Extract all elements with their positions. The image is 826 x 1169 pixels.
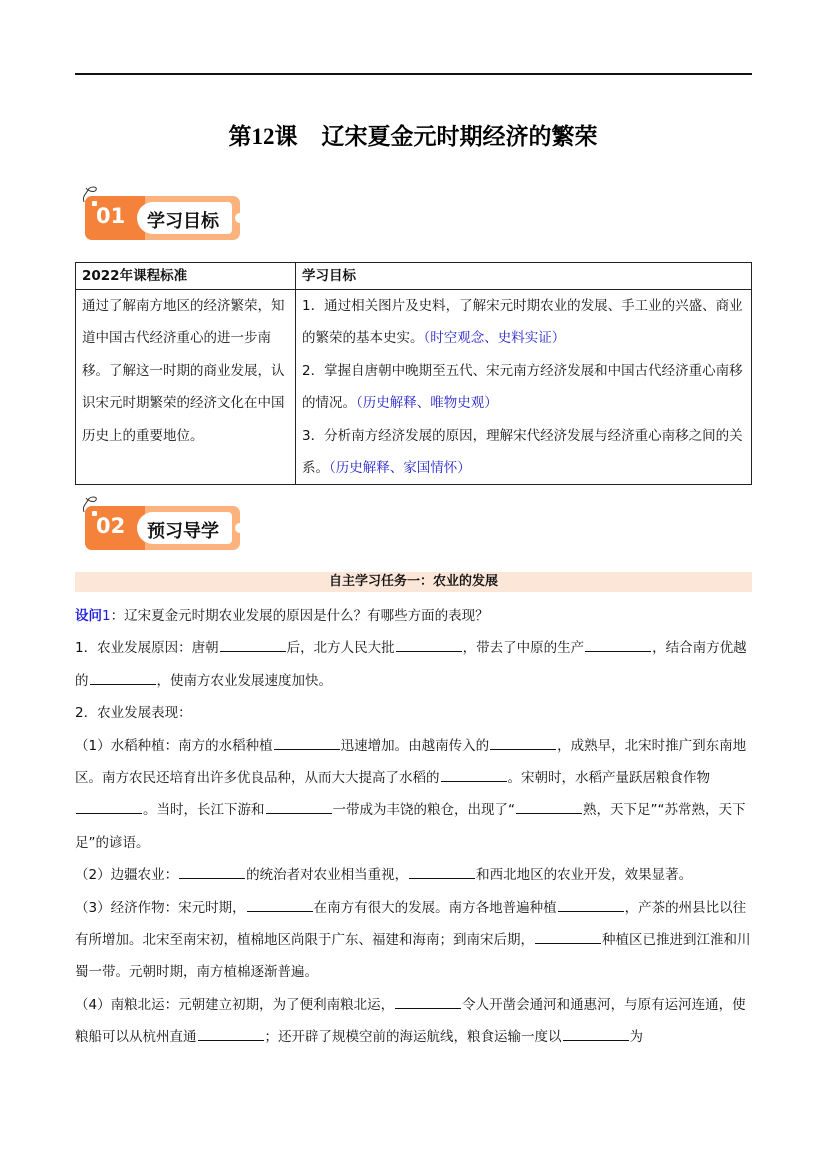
lesson-title: 辽宋夏金元时期经济的繁荣 [321,124,598,150]
fill-blank[interactable] [563,1024,629,1041]
table-header-row [76,263,752,290]
fill-blank[interactable] [558,895,624,912]
text: 种植区已推进到江淮和川蜀一带。元朝时期，南方植棉逐渐普遍。 [75,932,751,981]
fill-blank[interactable] [395,992,461,1009]
text: 令人开凿会通河和通惠河，与原有运河连通，使粮船可以从杭州直通 [75,996,746,1046]
section-number: 02 [96,514,126,538]
section-badge-learning-goals [85,196,240,240]
question-text: ：辽宋夏金元时期农业发展的原因是什么？有哪些方面的表现？ [110,608,489,624]
text: （1）水稻种植：南方的水稻种植 [75,737,273,754]
reason-paragraph [75,632,755,697]
fill-blank[interactable] [90,668,156,685]
question [75,600,755,632]
text: ；还开辟了规模空前的海运航线，粮食运输一度以 [264,1029,562,1046]
border-paragraph [75,859,755,891]
goal-item [302,355,745,420]
lesson-number: 12 [251,124,275,149]
badge-notch [235,213,244,223]
goal-text: 3．分析南方经济发展的原因，理解宋代经济发展与经济重心南移之间的关系。 [302,427,743,477]
section-number: 01 [96,204,126,228]
header-goals: 学习目标 [296,263,752,290]
fill-blank[interactable] [266,797,332,814]
text: 为 [629,1029,643,1046]
text: ，结合南方优越的 [75,640,747,689]
text: 迅速增加。由越南传入的 [340,737,490,754]
fill-blank[interactable] [247,895,313,912]
performance-heading: 2．农业发展表现： [75,705,192,722]
task-banner: 自主学习任务一：农业的发展 [75,572,752,592]
question-number: 1 [102,608,111,624]
fill-blank[interactable] [490,733,556,750]
section-label: 学习目标 [147,211,219,232]
title-prefix: 第 [228,124,252,150]
text: （4）南粮北运：元朝建立初期，为了便利南粮北运， [75,996,395,1013]
fill-blank[interactable] [198,1024,264,1041]
section-label: 预习导学 [147,521,219,542]
fill-blank[interactable] [535,927,601,944]
fill-blank[interactable] [220,635,286,652]
fill-blank[interactable] [585,635,651,652]
fill-blank[interactable] [179,862,245,879]
fill-blank[interactable] [441,765,507,782]
text: ，使南方农业发展速度加快。 [156,672,332,689]
text: 熟，天下足”“苏常熟，天下足”的谚语。 [75,802,746,851]
goal-item [302,420,745,485]
text: 1．农业发展原因：唐朝 [75,640,219,657]
text: 后，北方人民大批 [286,640,395,657]
rice-paragraph [75,730,755,860]
fill-blank[interactable] [409,862,475,879]
goal-item [302,290,745,355]
grain-transport-paragraph [75,989,755,1054]
goal-literacy: （历史解释、家国情怀） [329,460,471,477]
standard-text: 通过了解南方地区的经济繁荣，知道中国古代经济重心的进一步南移。了解这一时期的商业发展，认识宋元时期繁荣的经济文化在中国历史上的重要地位。 [76,290,296,485]
goal-literacy: （历史解释、唯物史观） [356,395,498,412]
text: （3）经济作物：宋元时期， [75,899,246,916]
section-badge-preview-guide [85,506,240,550]
header-rule [75,73,752,75]
fill-blank[interactable] [76,797,142,814]
header-standard: 2022年课程标准 [76,263,296,290]
goal-text: 1．通过相关图片及史料，了解宋元时期农业的发展、手工业的兴盛、商业的繁荣的基本史实。 [302,298,743,347]
cash-crops-paragraph [75,892,755,989]
goal-text: 2．掌握自唐朝中晚期至五代、宋元南方经济发展和中国古代经济重心南移的情况。 [302,362,743,412]
text: （2）边疆农业： [75,867,179,884]
text: 一带成为丰饶的粮仓，出现了“ [332,802,515,819]
fill-blank[interactable] [516,797,582,814]
fill-blank[interactable] [396,635,462,652]
question-label: 设问 [75,608,102,624]
text: 的统治者对农业相当重视， [246,867,409,884]
text: 在南方有很大的发展。南方各地普遍种植 [313,899,557,916]
page-title [0,118,826,151]
text: 。宋朝时，水稻产量跃居粮食作物 [507,770,710,787]
text: 和西北地区的农业开发，效果显著。 [476,867,693,884]
text: ，成熟早，北宋时推广到东南地区。南方农民还培育出许多优良品种，从而大大提高了水稻的 [75,737,747,787]
fill-blank[interactable] [274,733,340,750]
goals-cell [296,290,752,485]
goal-literacy: （时空观念、史料实证） [423,330,566,347]
badge-notch [235,523,244,533]
task-body [75,600,755,1054]
title-suffix: 课 [274,124,298,150]
text: 。当时，长江下游和 [143,802,265,819]
table-row [76,290,752,485]
text: ，带去了中原的生产 [462,640,585,657]
text: ，产茶的州县比以往有所增加。北宋至南宋初，植棉地区尚限于广东、福建和海南；到南宋后期， [75,899,747,949]
curriculum-standards-table [75,262,752,485]
